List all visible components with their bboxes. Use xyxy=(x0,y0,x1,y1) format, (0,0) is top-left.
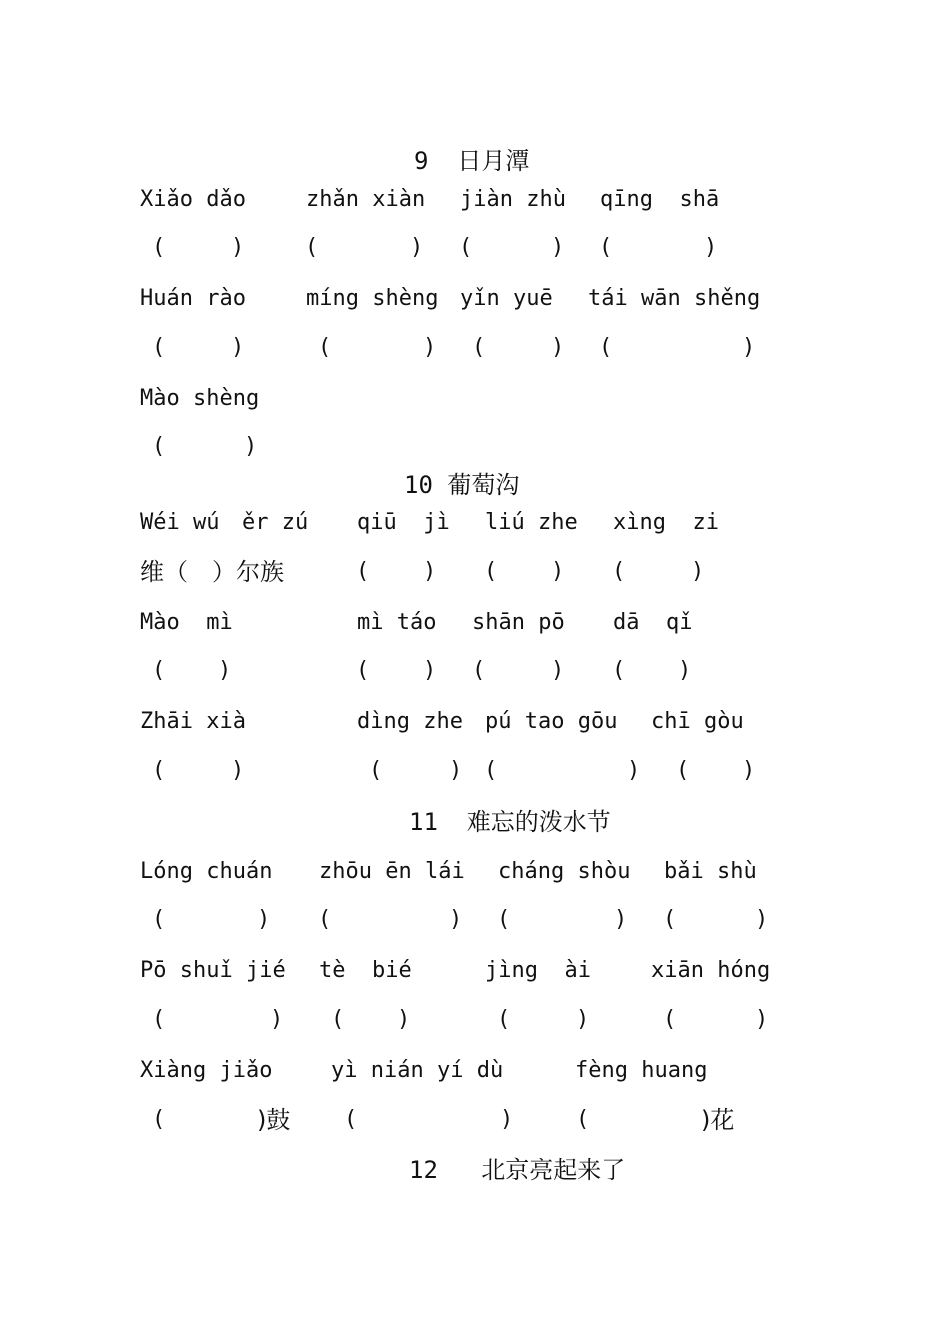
bracket-close: ) xyxy=(231,758,245,783)
pinyin: Xiàng jiǎo xyxy=(140,1058,273,1083)
bracket-close: ) xyxy=(244,434,258,459)
hanzi-prefix: 维（ xyxy=(140,558,188,586)
bracket-close: ) xyxy=(397,1007,411,1032)
pinyin: zhōu ēn lái xyxy=(319,859,465,884)
bracket-open: ( xyxy=(318,335,332,360)
bracket-close: ) xyxy=(449,758,463,783)
bracket-open: ( xyxy=(152,658,166,683)
pinyin: shān pō xyxy=(472,610,565,635)
bracket-open: ( xyxy=(152,758,166,783)
bracket-open: ( xyxy=(663,907,677,932)
pinyin: tái wān shěng xyxy=(588,286,761,311)
bracket-open: ( xyxy=(497,1007,511,1032)
bracket-close: ) xyxy=(691,559,705,584)
bracket-close: ) xyxy=(627,758,641,783)
bracket-open: ( xyxy=(305,235,319,260)
bracket-open: ( xyxy=(356,658,370,683)
bracket-open: ( xyxy=(152,235,166,260)
pinyin: qiū jì xyxy=(357,510,450,535)
bracket-open: ( xyxy=(612,559,626,584)
bracket-close: ) xyxy=(218,658,232,683)
bracket-close: ) xyxy=(551,335,565,360)
bracket-open: ( xyxy=(152,907,166,932)
pinyin: yì nián yí dù xyxy=(331,1058,504,1083)
bracket-close: ) xyxy=(755,907,769,932)
bracket-close: ) xyxy=(449,907,463,932)
pinyin: mì táo xyxy=(357,610,437,635)
bracket-close: ) xyxy=(551,658,565,683)
bracket-close: ) xyxy=(742,758,756,783)
bracket-close: ) xyxy=(678,658,692,683)
pinyin: Lóng chuán xyxy=(140,859,273,884)
bracket-close: ) xyxy=(500,1107,514,1132)
bracket-close: ) xyxy=(270,1007,284,1032)
bracket-close: ) xyxy=(257,907,271,932)
pinyin: yǐn yuē xyxy=(460,286,553,311)
pinyin: ěr zú xyxy=(242,510,309,535)
pinyin: Pō shuǐ jié xyxy=(140,958,286,983)
bracket-close: ) xyxy=(742,335,756,360)
pinyin: Wéi wú xyxy=(140,510,220,535)
hanzi-suffix: ）尔族 xyxy=(212,558,284,586)
pinyin: qīng shā xyxy=(600,187,720,212)
bracket-open: ( xyxy=(497,907,511,932)
bracket-close: ) xyxy=(614,907,628,932)
pinyin: fèng huang xyxy=(575,1058,708,1083)
bracket-open: ( xyxy=(152,335,166,360)
pinyin: bǎi shù xyxy=(664,859,757,884)
pinyin: Xiǎo dǎo xyxy=(140,187,246,212)
bracket-open: ( xyxy=(369,758,383,783)
pinyin: míng shèng xyxy=(306,286,439,311)
bracket-close: ) xyxy=(576,1007,590,1032)
pinyin: cháng shòu xyxy=(498,859,631,884)
pinyin: Mào shèng xyxy=(140,386,260,411)
pinyin: dìng zhe xyxy=(357,709,463,734)
bracket-open: ( xyxy=(331,1007,345,1032)
pinyin: Zhāi xià xyxy=(140,709,246,734)
section-title: 9 日月潭 xyxy=(414,147,530,175)
pinyin: tè bié xyxy=(319,958,412,983)
section-title: 11 难忘的泼水节 xyxy=(409,808,611,836)
pinyin: chī gòu xyxy=(651,709,744,734)
pinyin: pú tao gōu xyxy=(485,709,618,734)
bracket-open: ( xyxy=(472,335,486,360)
section-title: 12 北京亮起来了 xyxy=(409,1156,626,1184)
pinyin: Mào mì xyxy=(140,610,233,635)
bracket-close: ) xyxy=(551,559,565,584)
bracket-open: ( xyxy=(152,1107,166,1132)
bracket-open: ( xyxy=(459,235,473,260)
bracket-open: ( xyxy=(599,335,613,360)
bracket-open: ( xyxy=(318,907,332,932)
bracket-open: ( xyxy=(484,758,498,783)
bracket-close: ) xyxy=(410,235,424,260)
bracket-close: ) xyxy=(704,235,718,260)
bracket-open: ( xyxy=(676,758,690,783)
bracket-open: ( xyxy=(612,658,626,683)
pinyin: liú zhe xyxy=(485,510,578,535)
bracket-open: ( xyxy=(152,1007,166,1032)
bracket-open: ( xyxy=(344,1107,358,1132)
bracket-open: ( xyxy=(599,235,613,260)
pinyin: jiàn zhù xyxy=(460,187,566,212)
bracket-close: ) xyxy=(755,1007,769,1032)
bracket-close-hanzi: )花 xyxy=(701,1106,735,1134)
pinyin: jìng ài xyxy=(485,958,591,983)
bracket-close: ) xyxy=(231,235,245,260)
pinyin: zhǎn xiàn xyxy=(306,187,426,212)
bracket-open: ( xyxy=(356,559,370,584)
bracket-open: ( xyxy=(576,1107,590,1132)
bracket-close: ) xyxy=(423,335,437,360)
pinyin: dā qǐ xyxy=(613,610,693,635)
pinyin: Huán rào xyxy=(140,286,246,311)
bracket-open: ( xyxy=(152,434,166,459)
section-title: 10 葡萄沟 xyxy=(404,471,520,499)
bracket-open: ( xyxy=(484,559,498,584)
bracket-close: ) xyxy=(551,235,565,260)
bracket-close: ) xyxy=(423,658,437,683)
bracket-open: ( xyxy=(663,1007,677,1032)
pinyin: xiān hóng xyxy=(651,958,771,983)
pinyin: xìng zi xyxy=(613,510,719,535)
bracket-open: ( xyxy=(472,658,486,683)
bracket-close: ) xyxy=(231,335,245,360)
bracket-close: ) xyxy=(423,559,437,584)
bracket-close-hanzi: )鼓 xyxy=(257,1106,291,1134)
